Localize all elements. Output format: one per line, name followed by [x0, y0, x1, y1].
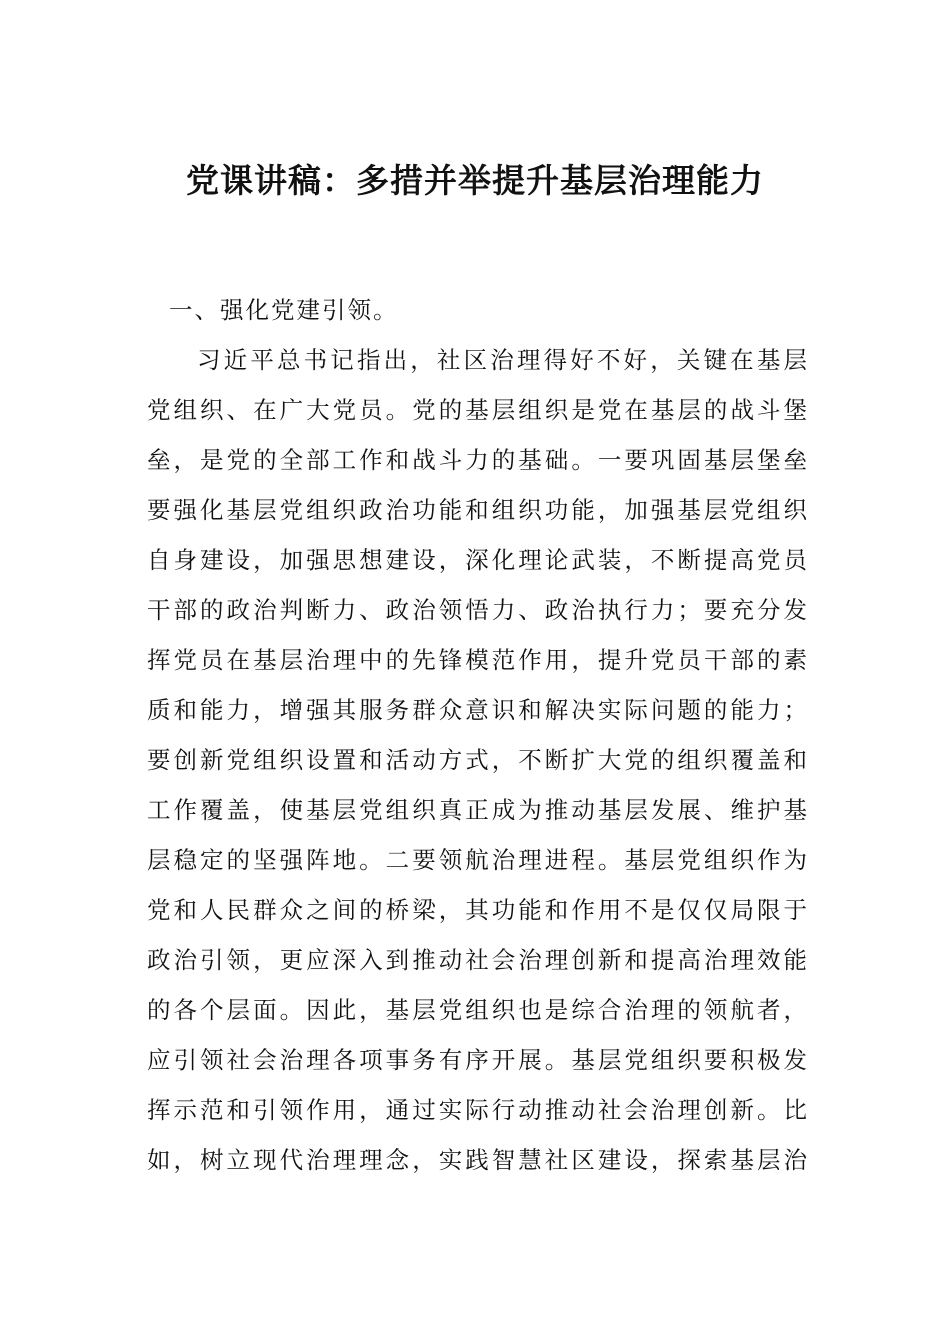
body-line: 党组织、在广大党员。党的基层组织是党在基层的战斗堡: [147, 396, 807, 424]
section-heading: 一、强化党建引领。: [169, 296, 399, 324]
body-line: 自身建设，加强思想建设，深化理论武装，不断提高党员: [147, 546, 807, 574]
body-line: 要创新党组织设置和活动方式，不断扩大党的组织覆盖和: [147, 746, 807, 774]
body-line: 党和人民群众之间的桥梁，其功能和作用不是仅仅局限于: [147, 896, 807, 924]
body-line: 应引领社会治理各项事务有序开展。基层党组织要积极发: [147, 1046, 807, 1074]
body-line: 挥示范和引领作用，通过实际行动推动社会治理创新。比: [147, 1096, 807, 1124]
body-line: 的各个层面。因此，基层党组织也是综合治理的领航者，: [147, 996, 807, 1024]
body-line: 挥党员在基层治理中的先锋模范作用，提升党员干部的素: [147, 646, 807, 674]
body-line: 质和能力，增强其服务群众意识和解决实际问题的能力；: [147, 696, 807, 724]
body-line: 干部的政治判断力、政治领悟力、政治执行力；要充分发: [147, 596, 807, 624]
body-line: 工作覆盖，使基层党组织真正成为推动基层发展、维护基: [147, 796, 807, 824]
document-title: 党课讲稿：多措并举提升基层治理能力: [186, 161, 764, 200]
body-line: 政治引领，更应深入到推动社会治理创新和提高治理效能: [147, 946, 807, 974]
body-line: 要强化基层党组织政治功能和组织功能，加强基层党组织: [147, 496, 807, 524]
body-line: 习近平总书记指出，社区治理得好不好，关键在基层: [197, 346, 807, 374]
body-line: 层稳定的坚强阵地。二要领航治理进程。基层党组织作为: [147, 846, 807, 874]
body-line: 如，树立现代治理理念，实践智慧社区建设，探索基层治: [147, 1146, 807, 1174]
body-line: 垒，是党的全部工作和战斗力的基础。一要巩固基层堡垒: [147, 446, 807, 474]
